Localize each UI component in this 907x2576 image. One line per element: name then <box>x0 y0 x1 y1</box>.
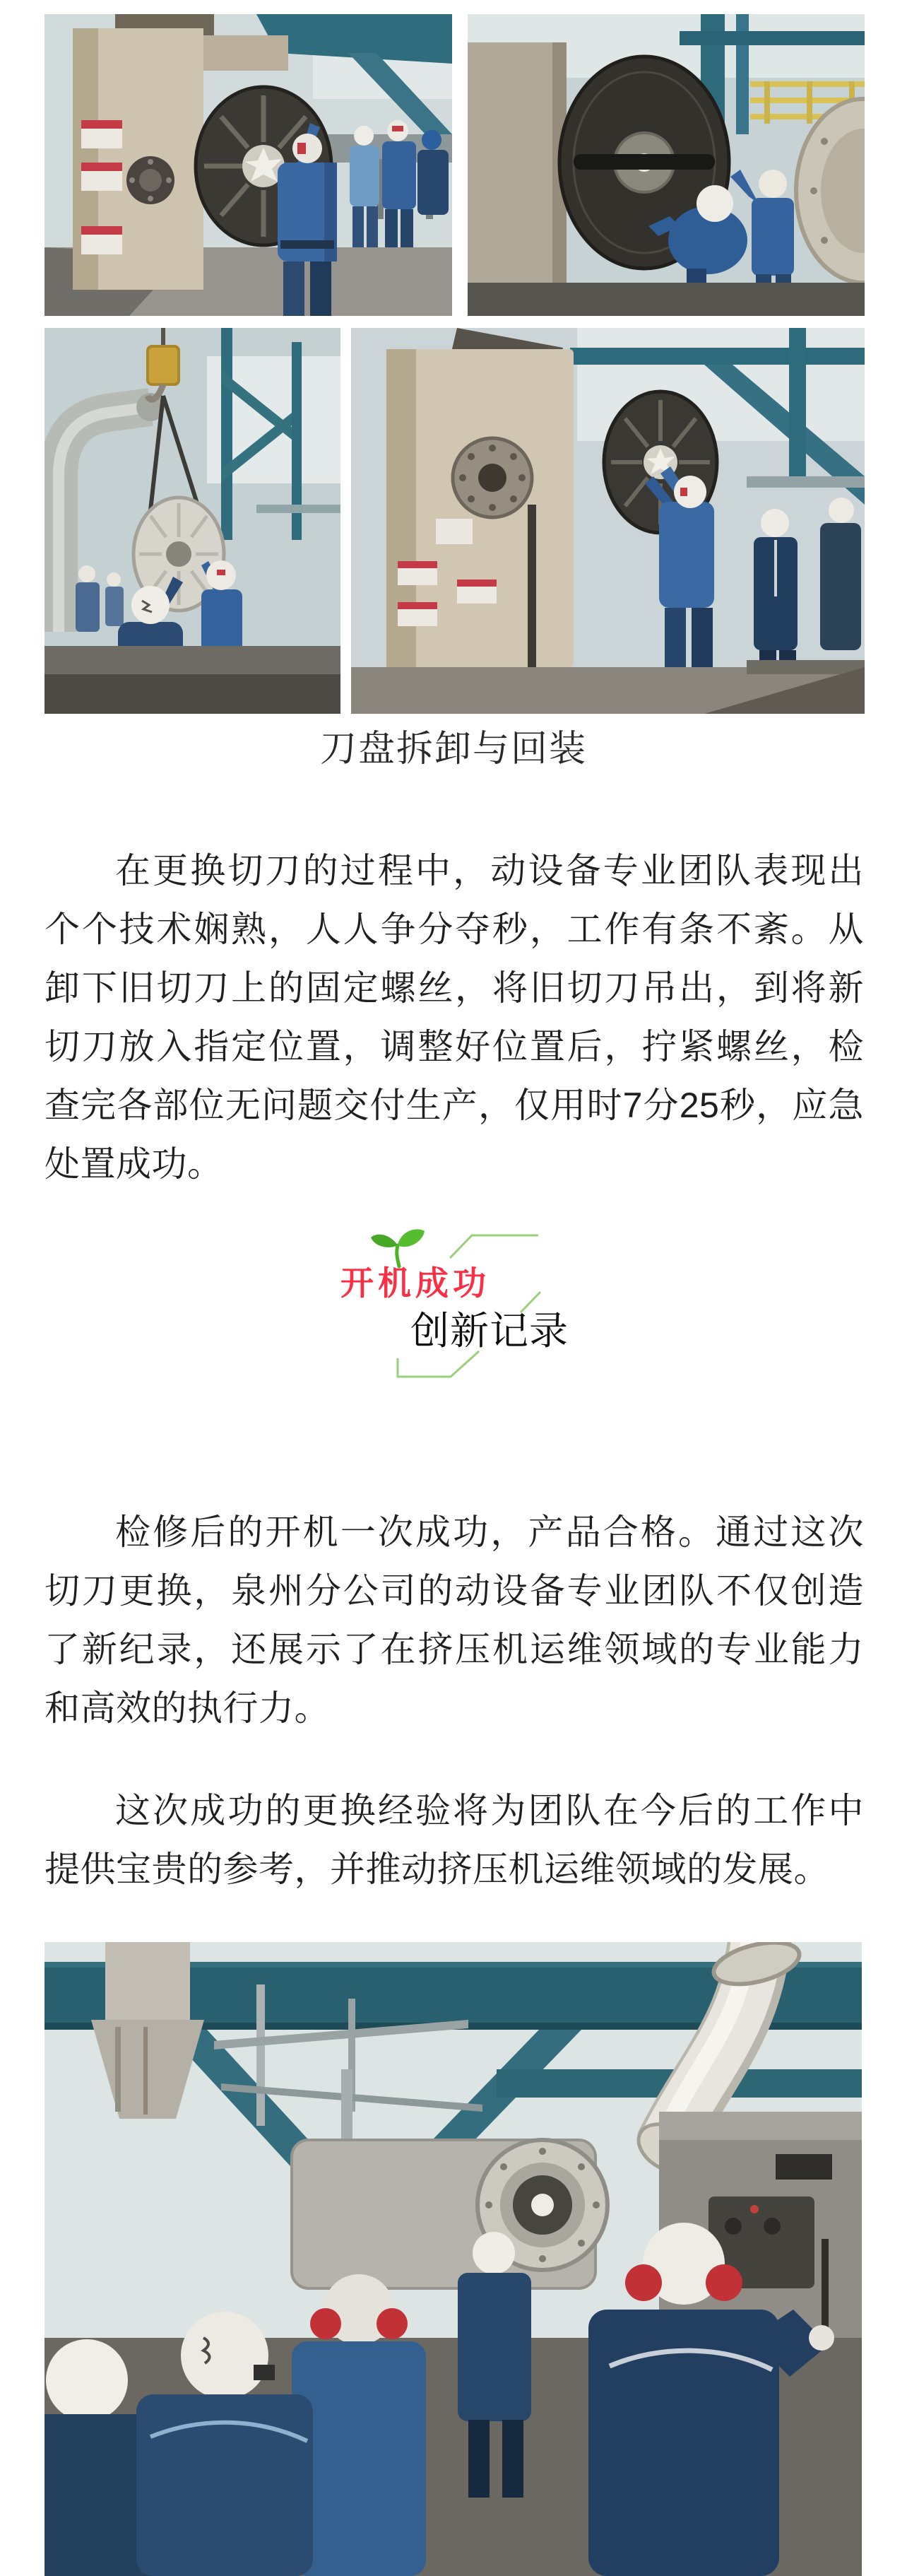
factory-photo-illustration <box>351 328 865 714</box>
factory-photo-illustration <box>45 328 340 714</box>
photo-caption: 刀盘拆卸与回装 <box>319 729 587 770</box>
photo-cutter-removal-1[interactable] <box>45 14 452 316</box>
paragraph-startup-success: 检修后的开机一次成功，产品合格。通过这次切刀更换，泉州分公司的动设备专业团队不仅创造了新纪录，还展示了在挤压机运维领域的专业能力和高效的执行力。 <box>45 1512 864 1728</box>
highlight-title-black: 创新记录 <box>410 1309 569 1353</box>
highlight-title-red: 开机成功 <box>340 1264 490 1302</box>
photo-cutter-reinstall-4[interactable] <box>351 328 865 714</box>
highlight-block <box>311 1223 579 1392</box>
photo-disc-lifting-3[interactable] <box>45 328 340 714</box>
factory-photo-illustration <box>45 1942 862 2576</box>
factory-photo-illustration <box>45 14 452 316</box>
photo-startup-scene[interactable] <box>45 1942 862 2576</box>
paragraph-cutter-change: 在更换切刀的过程中，动设备专业团队表现出个个技术娴熟，人人争分夺秒，工作有条不紊。从卸下旧切刀上的固定螺丝，将旧切刀吊出，到将新切刀放入指定位置，调整好位置后，拧紧螺丝，检查完各部位无问题交付生产，仅用时7分25秒，应急处置成功。 <box>45 851 864 1184</box>
factory-photo-illustration <box>468 14 865 316</box>
photo-cutter-inspection-2[interactable] <box>468 14 865 316</box>
paragraph-experience: 这次成功的更换经验将为团队在今后的工作中提供宝贵的参考，并推动挤压机运维领域的发展。 <box>45 1791 864 1889</box>
